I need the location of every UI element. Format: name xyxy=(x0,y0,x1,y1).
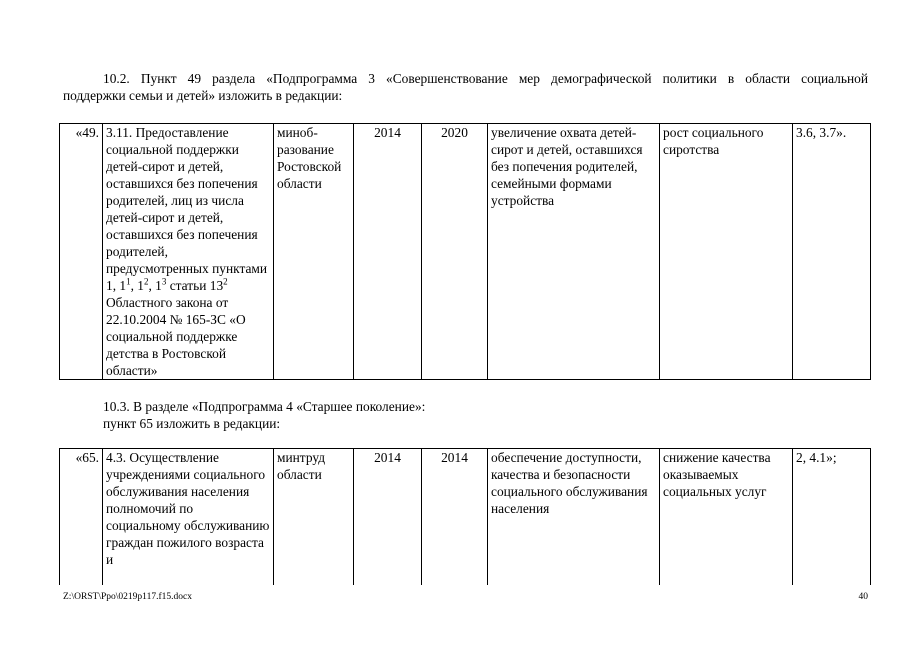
paragraph-10-3-line1: 10.3. В разделе «Подпрограмма 4 «Старшее поколение»: xyxy=(103,399,426,414)
item-result: увеличение охвата детей-сирот и детей, оставшихся без попечения родителей, семейными формами устройства xyxy=(488,124,660,380)
item-description: 4.3. Осуществление учреждениями социального обслуживания населения полномочий по социальному обслуживанию граждан пожилого возраста и xyxy=(103,449,274,600)
paragraph-10-2-line2: поддержки семьи и детей» изложить в редакции: xyxy=(63,88,343,103)
table-item-49 xyxy=(59,123,871,380)
item-start-year: 2014 xyxy=(354,449,422,600)
item-number: «65. xyxy=(60,449,103,600)
table-row xyxy=(60,449,871,600)
item-end-year: 2020 xyxy=(422,124,488,380)
item-number: «49. xyxy=(60,124,103,380)
paragraph-10-2 xyxy=(63,70,868,104)
item-link: 3.6, 3.7». xyxy=(793,124,871,380)
footer-page-number: 40 xyxy=(858,592,868,602)
item-start-year: 2014 xyxy=(354,124,422,380)
table-row xyxy=(60,124,871,380)
paragraph-10-3-line2: пункт 65 изложить в редакции: xyxy=(103,416,281,431)
item-link: 2, 4.1»; xyxy=(793,449,871,600)
table-item-65 xyxy=(59,448,871,599)
item-executor: миноб-разование Ростовской области xyxy=(274,124,354,380)
paragraph-10-2-line1: 10.2. Пункт 49 раздела «Подпрограмма 3 «Совершенствование мер демографической политики в области социальной xyxy=(103,71,868,86)
item-end-year: 2014 xyxy=(422,449,488,600)
item-description: 3.11. Предоставление социальной поддержки детей-сирот и детей, оставшихся без попечения родителей, лиц из числа детей-сирот и детей, оставшихся без попечения родителей, предусмотренных пунктами 1, $1^1$, $1^2$, $1^3$ статьи $13^2$ Областного закона от 22.10.2004 № 165-ЗС «О социальной поддержке детства в Ростовской области» xyxy=(103,124,274,380)
footer-file-path: Z:\ORST\Ppo\0219p117.f15.docx xyxy=(63,592,192,602)
item-consequence: рост социального сиротства xyxy=(660,124,793,380)
item-executor: минтруд области xyxy=(274,449,354,600)
paragraph-10-3 xyxy=(103,398,703,432)
item-consequence: снижение качества оказываемых социальных услуг xyxy=(660,449,793,600)
item-result: обеспечение доступности, качества и безопасности социального обслуживания населения xyxy=(488,449,660,600)
